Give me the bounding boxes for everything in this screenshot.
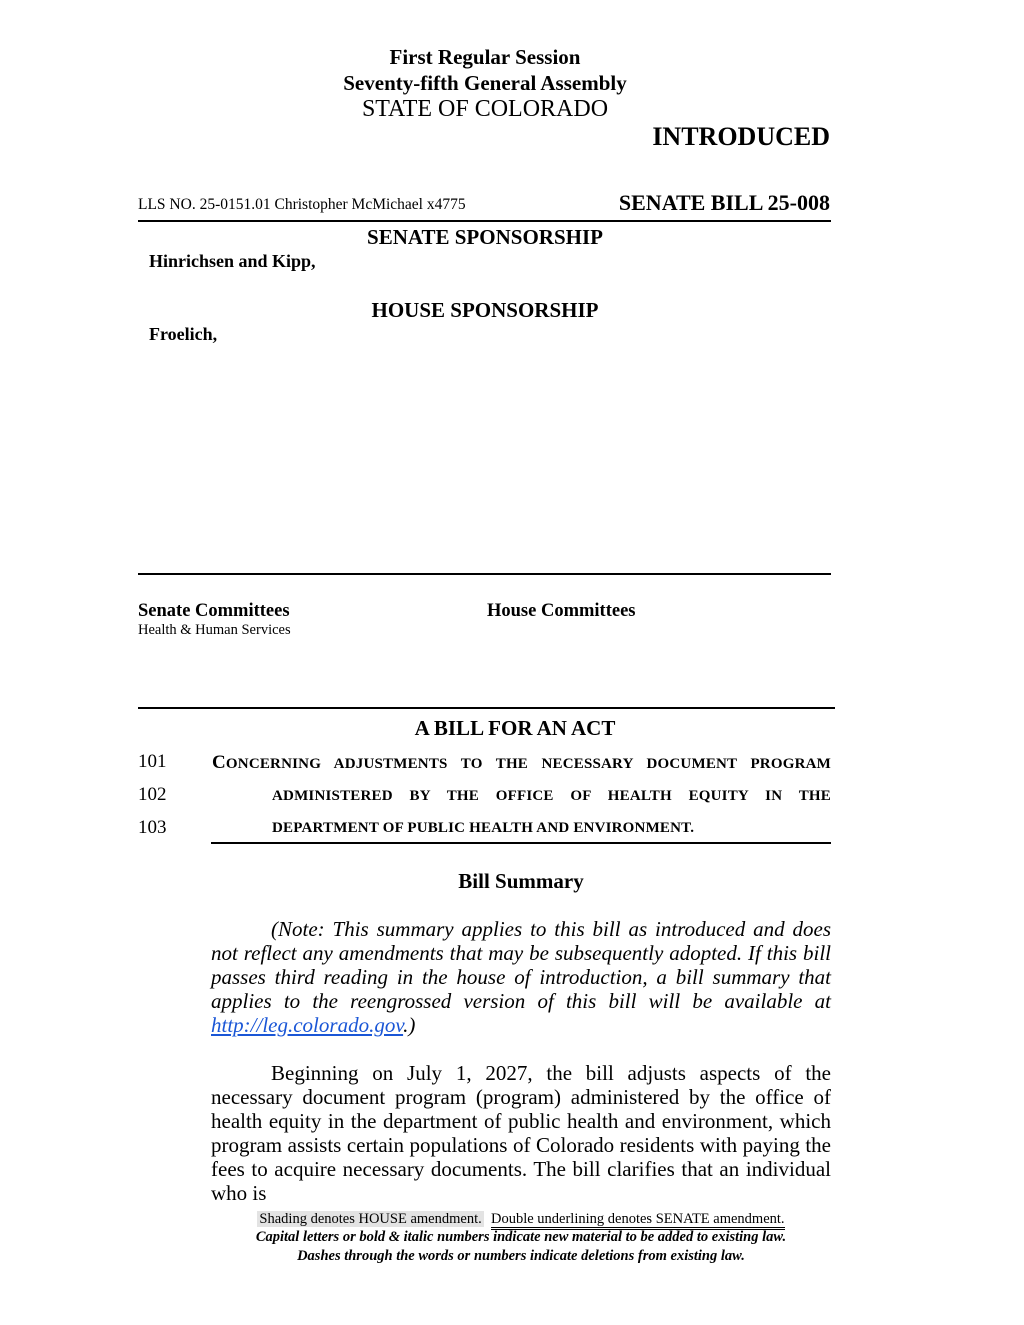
house-sponsors: Froelich, bbox=[149, 324, 218, 344]
capital-letters-note: Capital letters or bold & italic numbers indicate new material to be added to existing law. bbox=[255, 1229, 787, 1245]
summary-body-text: Beginning on July 1, 2027, the bill adjusts aspects of the necessary document program (program) administered by the office of health equity in the department of public health and environment, which program assists certain populations of Colorado residents with paying the fees to acquire necessary documents. The bill clarifies that an individual who is bbox=[211, 1061, 831, 1205]
session-title: First Regular Session bbox=[389, 45, 581, 69]
lls-number: LLS NO. 25-0151.01 Christopher McMichael x4775 bbox=[138, 196, 466, 213]
bill-title-text: ONCERNING ADJUSTMENTS TO THE NECESSARY DOCUMENT PROGRAM bbox=[225, 756, 831, 772]
summary-body bbox=[211, 1061, 831, 1205]
line-number: 101 bbox=[138, 751, 167, 772]
senate-committees-heading: Senate Committees bbox=[138, 601, 290, 621]
amendment-legend bbox=[0, 1211, 1024, 1228]
senate-sponsors: Hinrichsen and Kipp, bbox=[149, 251, 316, 271]
bill-act-heading: A BILL FOR AN ACT bbox=[414, 716, 616, 740]
bill-number: SENATE BILL 25-008 bbox=[618, 190, 830, 215]
senate-sponsorship-heading: SENATE SPONSORSHIP bbox=[367, 225, 603, 249]
leg-colorado-link[interactable]: http://leg.colorado.gov bbox=[211, 1013, 404, 1037]
header-rule bbox=[138, 220, 831, 222]
title-rule bbox=[211, 842, 831, 844]
sponsorship-rule bbox=[138, 573, 831, 575]
summary-note-text: (Note: This summary applies to this bill as introduced and does not reflect any amendments that may be subsequently adopted. If this bill passes third reading in the house of introduction, a bill summary that applies to the reengrossed version of this bill will be available at bbox=[211, 917, 831, 1013]
bill-title-line: ADMINISTERED BY THE OFFICE OF HEALTH EQUITY IN THE bbox=[272, 788, 831, 804]
house-amendment-legend: Shading denotes HOUSE amendment. bbox=[259, 1211, 482, 1227]
summary-heading: Bill Summary bbox=[458, 869, 584, 893]
senate-committee-value: Health & Human Services bbox=[138, 622, 291, 638]
house-committees-heading: House Committees bbox=[487, 601, 636, 621]
state-title: STATE OF COLORADO bbox=[361, 96, 609, 122]
summary-note bbox=[211, 917, 831, 1037]
line-number: 103 bbox=[138, 817, 167, 838]
senate-amendment-legend: Double underlining denotes SENATE amendment. bbox=[491, 1211, 785, 1230]
house-sponsorship-heading: HOUSE SPONSORSHIP bbox=[371, 298, 599, 322]
line-number: 102 bbox=[138, 784, 167, 805]
dashes-note: Dashes through the words or numbers indicate deletions from existing law. bbox=[297, 1248, 745, 1264]
assembly-title: Seventy-fifth General Assembly bbox=[343, 71, 627, 95]
committees-rule bbox=[138, 707, 835, 709]
summary-note-end: .) bbox=[403, 1013, 416, 1037]
bill-title-line: DEPARTMENT OF PUBLIC HEALTH AND ENVIRONMENT. bbox=[272, 820, 695, 836]
bill-title-line bbox=[212, 752, 831, 774]
status-label: INTRODUCED bbox=[652, 122, 830, 151]
bill-title-initial: C bbox=[212, 752, 226, 773]
